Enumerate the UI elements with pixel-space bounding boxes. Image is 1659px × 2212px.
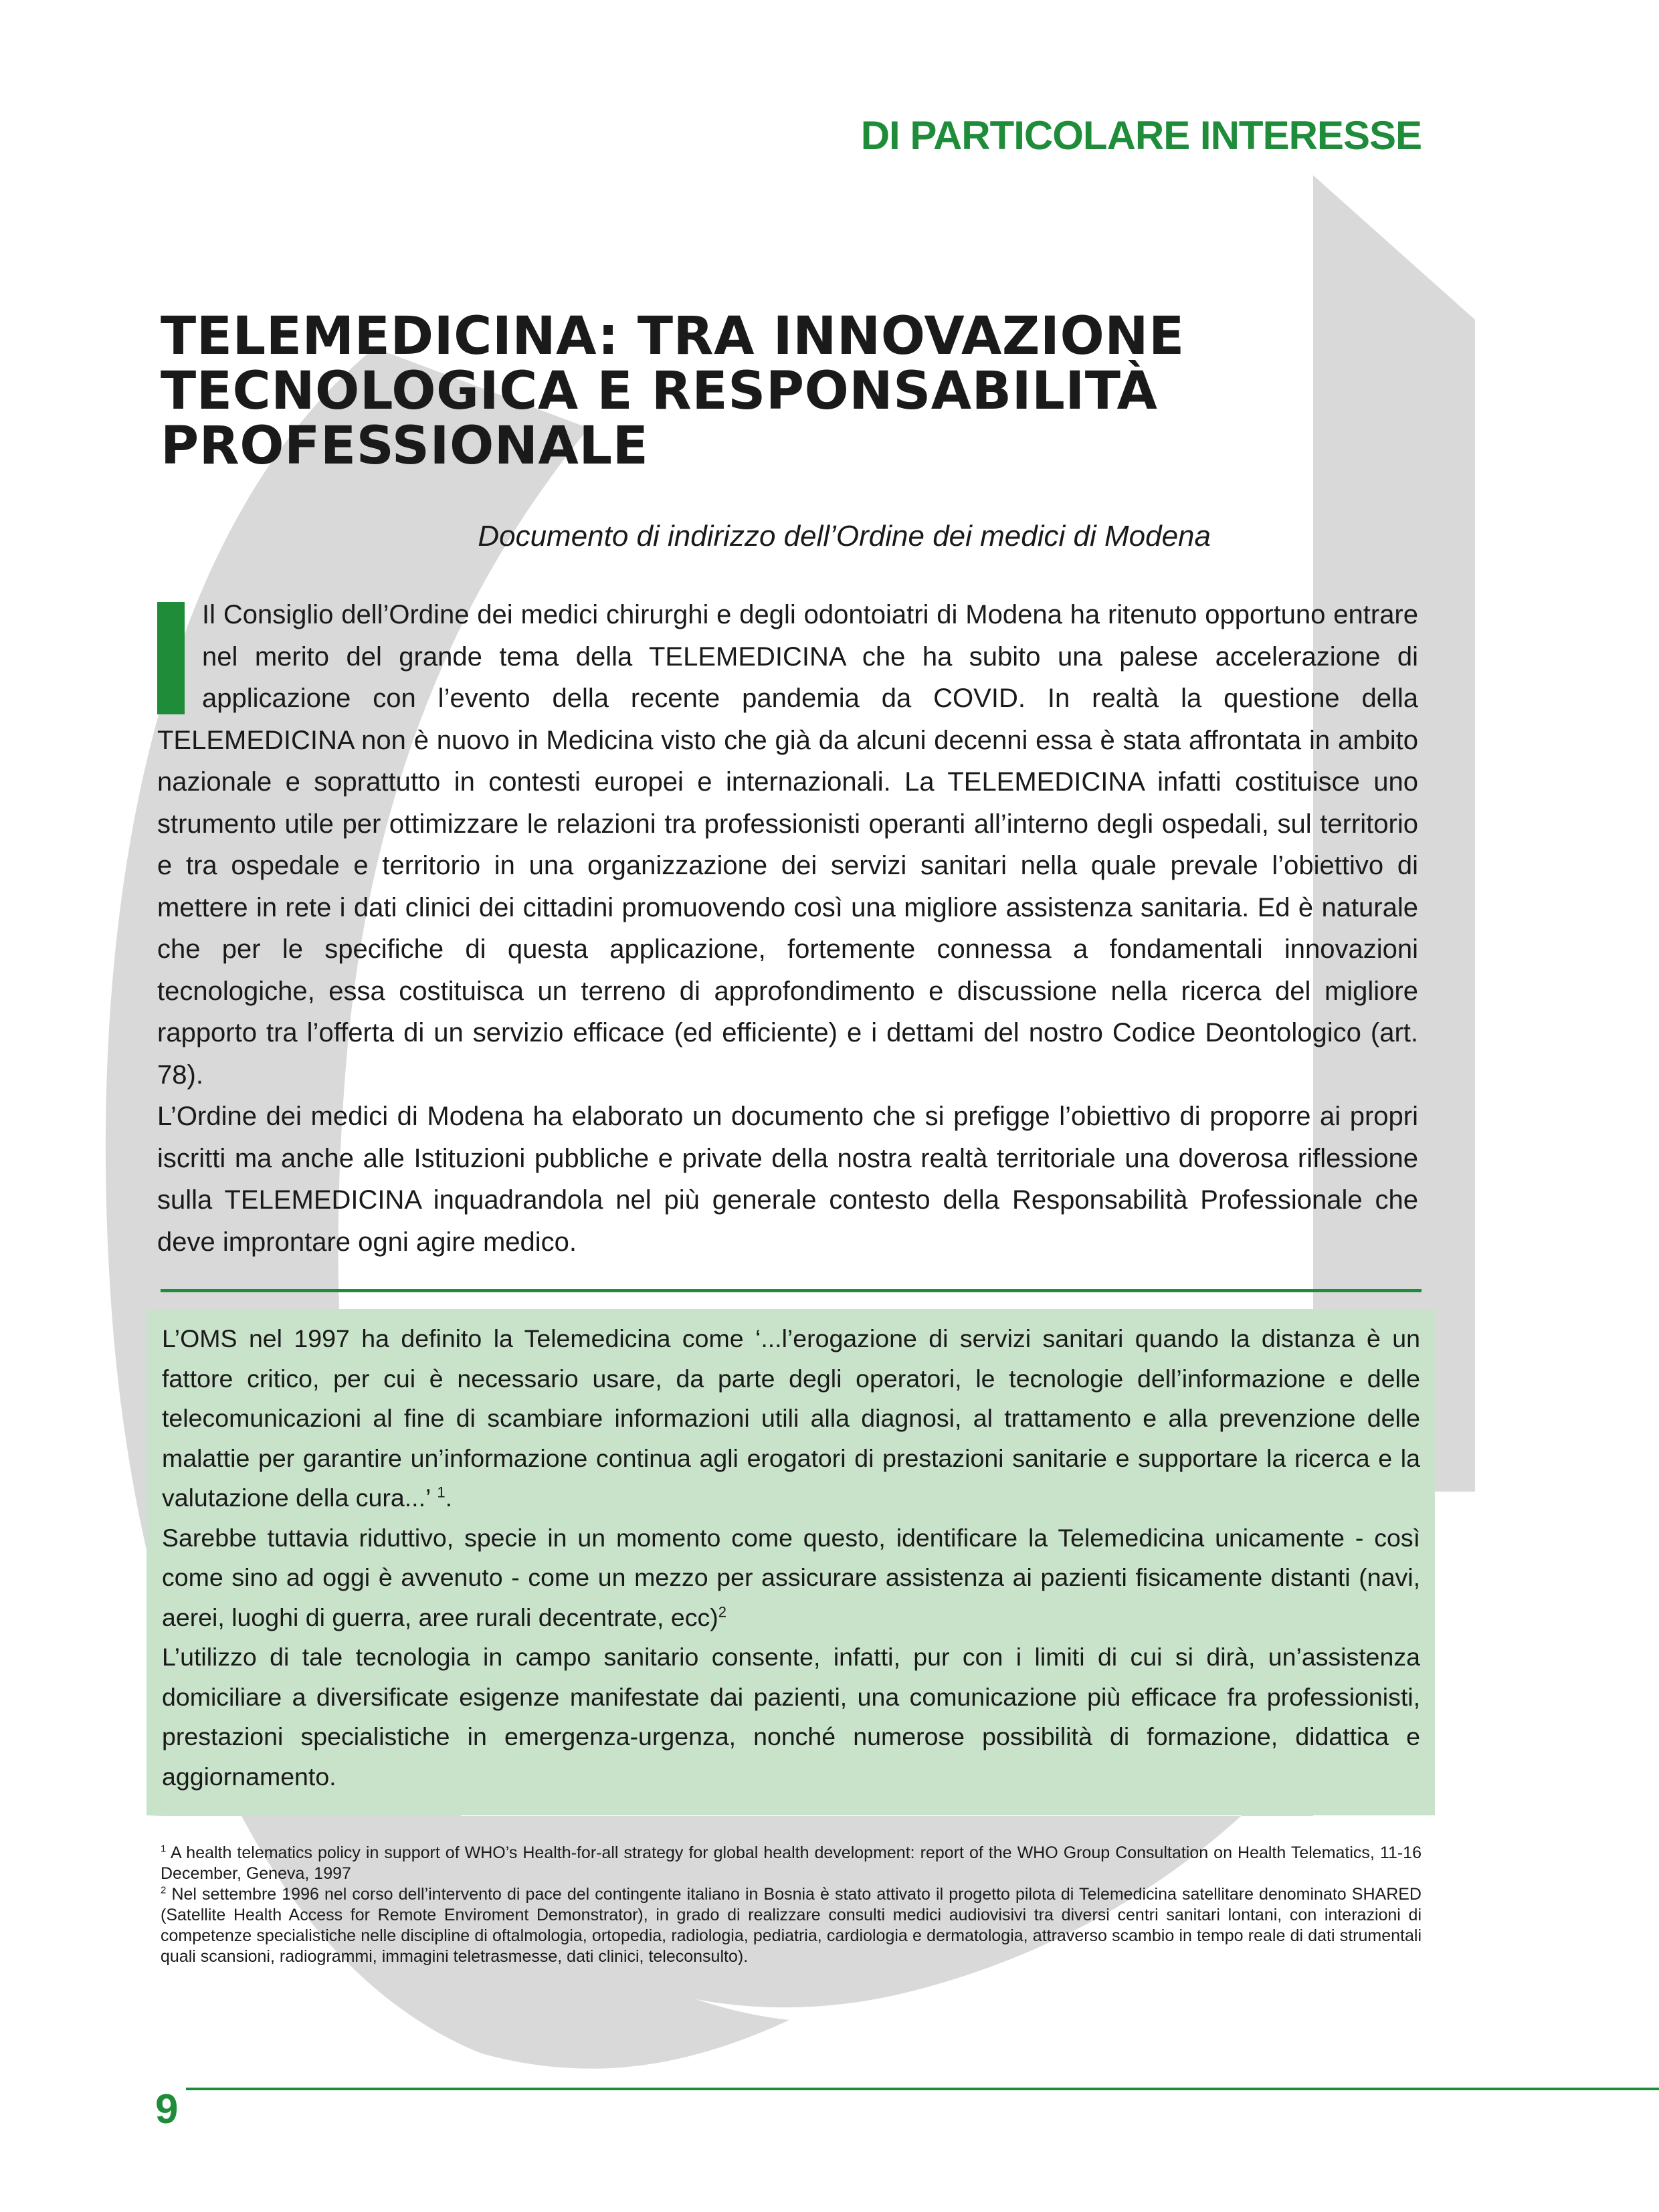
title-line: TELEMEDICINA: TRA INNOVAZIONE [161,306,1185,367]
intro-paragraph: L’Ordine dei medici di Modena ha elaborato un documento che si prefigge l’obiettivo di proporre ai propri iscritti ma anche alle Istituzioni pubbliche e private della nostra realtà territoriale una doverosa riflessione sulla TELEMEDICINA inquadrandola nel più generale contesto della Responsabilità Professionale che deve improntare ogni agire medico. [157,1102,1418,1257]
punctuation: . [445,1484,453,1512]
footnote-number: 1 [161,1843,167,1855]
intro-text [157,594,1418,1263]
article-title [161,306,1298,476]
footnote [161,1843,1422,1884]
intro-paragraph: Il Consiglio dell’Ordine dei medici chirurghi e degli odontoiatri di Modena ha ritenuto opportuno entrare nel merito del grande tema della TELEMEDICINA che ha subito una palese accelerazione di applicazione con l’evento della recente pandemia da COVID. In realtà la questione della TELEMEDICINA non è nuovo in Medicina visto che già da alcuni decenni essa è stata affrontata in ambito nazionale e soprattutto in contesti europei e internazionali. La TELEMEDICINA infatti costituisce uno strumento utile per ottimizzare le relazioni tra professionisti operanti all’interno degli ospedali, sul territorio e tra ospedale e territorio in una organizzazione dei servizi sanitari nella quale prevale l’obiettivo di mettere in rete i dati clinici dei cittadini promuovendo così una migliore assistenza sanitaria. Ed è naturale che per le specifiche di questa applicazione, fortemente connessa a fondamentali innovazioni tecnologiche, essa costituisca un terreno di approfondimento e discussione nella ricerca del migliore rapporto tra l’offerta di un servizio efficace (ed efficiente) e i dettami del nostro Codice Deontologico (art. 78). [157,600,1418,1090]
article-subtitle: Documento di indirizzo dell’Ordine dei medici di Modena [478,520,1211,552]
footnote-number: 2 [161,1884,167,1896]
highlight-box [147,1309,1435,1815]
title-line: PROFESSIONALE [161,416,649,476]
box-paragraph: L’utilizzo di tale tecnologia in campo sanitario consente, infatti, pur con i limiti di cui si dirà, un’assistenza domiciliare a diversificate esigenze manifestate dai pazienti, una comunicazione più efficace fra professionisti, prestazioni specialistiche in emergenza-urgenza, nonché numerose possibilità di formazione, didattica e aggiornamento. [162,1643,1420,1791]
section-header: DI PARTICOLARE INTERESSE [860,113,1422,158]
box-paragraph [162,1518,1420,1638]
footnotes [161,1843,1422,1967]
footnote [161,1884,1422,1967]
box-paragraph-text: L’OMS nel 1997 ha definito la Telemedicina come ‘...l’erogazione di servizi sanitari quando la distanza è un fattore critico, per cui è necessario usare, da parte degli operatori, le tecnologie dell’informazione e delle telecomunicazioni al fine di scambiare informazioni utili alla diagnosi, al trattamento e alla prevenzione delle malattie per garantire un’informazione continua agli erogatori di prestazioni sanitarie e supportare la ricerca e la valutazione della cura...’ [162,1324,1420,1512]
box-paragraph-text: Sarebbe tuttavia riduttivo, specie in un momento come questo, identificare la Telemedicina unicamente - così come sino ad oggi è avvenuto - come un mezzo per assicurare assistenza ai pazienti fisicamente distanti (navi, aerei, luoghi di guerra, aree rurali decentrate, ecc) [162,1523,1420,1631]
footnote-reference: 1 [437,1484,446,1501]
section-divider [161,1289,1422,1292]
footnote-text: A health telematics policy in support of WHO’s Health-for-all strategy for global health development: report of the WHO Group Consultation on Health Telematics, 11-16 December, Geneva, 1997 [161,1843,1422,1883]
drop-cap-bar [157,602,185,714]
box-paragraph [162,1319,1420,1518]
title-line: TECNOLOGICA E RESPONSABILITÀ [161,361,1158,421]
page-number: 9 [155,2086,179,2132]
footnote-reference: 2 [718,1603,726,1620]
footnote-text: Nel settembre 1996 nel corso dell’intervento di pace del contingente italiano in Bosnia è stato attivato il progetto pilota di Telemedicina satellitare denominato SHARED (Satellite Health Access for Remote Enviroment Demonstrator), in grado di realizzare consulti medici audiovisivi tra diversi centri sanitari lontani, con interazioni di competenze specialistiche nelle discipline di oftalmologia, ortopedia, radiologia, pediatria, cardiologia e dermatologia, attraverso scambio in tempo reale di dati strumentali quali scansioni, radiogrammi, immagini teletrasmesse, dati clinici, teleconsulto). [161,1885,1422,1966]
footer-rule [186,2088,1659,2090]
